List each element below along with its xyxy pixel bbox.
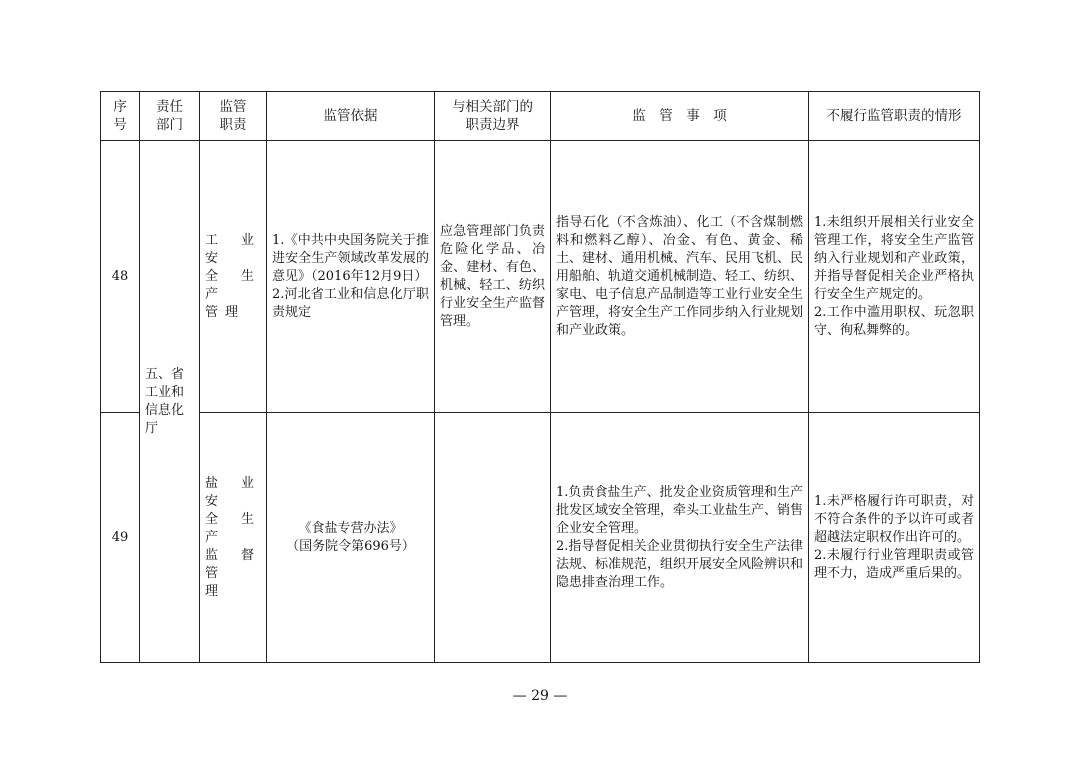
header-matters: 监 管 事 项 — [551, 92, 809, 141]
row-failure: 1.未严格履行许可职责，对不符合条件的予以许可或者超越法定职权作出许可的。 2.未履行行业管理职责或管理不力，造成严重后果的。 — [809, 413, 980, 663]
header-failure: 不履行监管职责的情形 — [809, 92, 980, 141]
row-matters: 指导石化（不含炼油）、化工（不含煤制燃料和燃料乙醇）、冶金、有色、黄金、稀土、建材、通用机械、汽车、民用飞机、民用船舶、轨道交通机械制造、轻工、纺织、家电、电子信息产品制造等工业行业安全生产管理，将安全生产工作同步纳入行业规划和产业政策。 — [551, 141, 809, 413]
row-boundary: 应急管理部门负责危险化学品、冶金、建材、有色、机械、轻工、纺织行业安全生产监督管理。 — [435, 141, 551, 413]
department-cell: 五、省 工业和 信息化 厅 — [140, 141, 200, 663]
supervision-duty-table — [100, 91, 980, 663]
header-dept: 责任 部门 — [140, 92, 200, 141]
row-duty: 工业安 全生产 管理 — [200, 141, 267, 413]
row-failure: 1.未组织开展相关行业安全管理工作，将安全生产监管纳入行业规划和产业政策，并指导督促相关企业严格执行安全生产规定的。 2.工作中滥用职权、玩忽职守、徇私舞弊的。 — [809, 141, 980, 413]
row-basis: 1.《中共中央国务院关于推进安全生产领域改革发展的意见》（2016年12月9日） 2.河北省工业和信息化厅职责规定 — [267, 141, 435, 413]
page-number: — 29 — — [512, 688, 568, 704]
row-basis: 《食盐专营办法》 （国务院令第696号） — [267, 413, 435, 663]
header-basis: 监管依据 — [267, 92, 435, 141]
table-row — [101, 413, 980, 663]
row-matters: 1.负责食盐生产、批发企业资质管理和生产批发区域安全管理，牵头工业盐生产、销售企业安全管理。 2.指导督促相关企业贯彻执行安全生产法律法规、标准规范，组织开展安全风险辨识和隐患排查治理工作。 — [551, 413, 809, 663]
row-duty: 盐业安 全生产 监督管 理 — [200, 413, 267, 663]
header-duty: 监管 职责 — [200, 92, 267, 141]
header-seq: 序 号 — [101, 92, 140, 141]
table-header-row — [101, 92, 980, 141]
row-seq: 48 — [101, 141, 140, 413]
row-boundary — [435, 413, 551, 663]
header-boundary: 与相关部门的 职责边界 — [435, 92, 551, 141]
table-row — [101, 141, 980, 413]
row-seq: 49 — [101, 413, 140, 663]
